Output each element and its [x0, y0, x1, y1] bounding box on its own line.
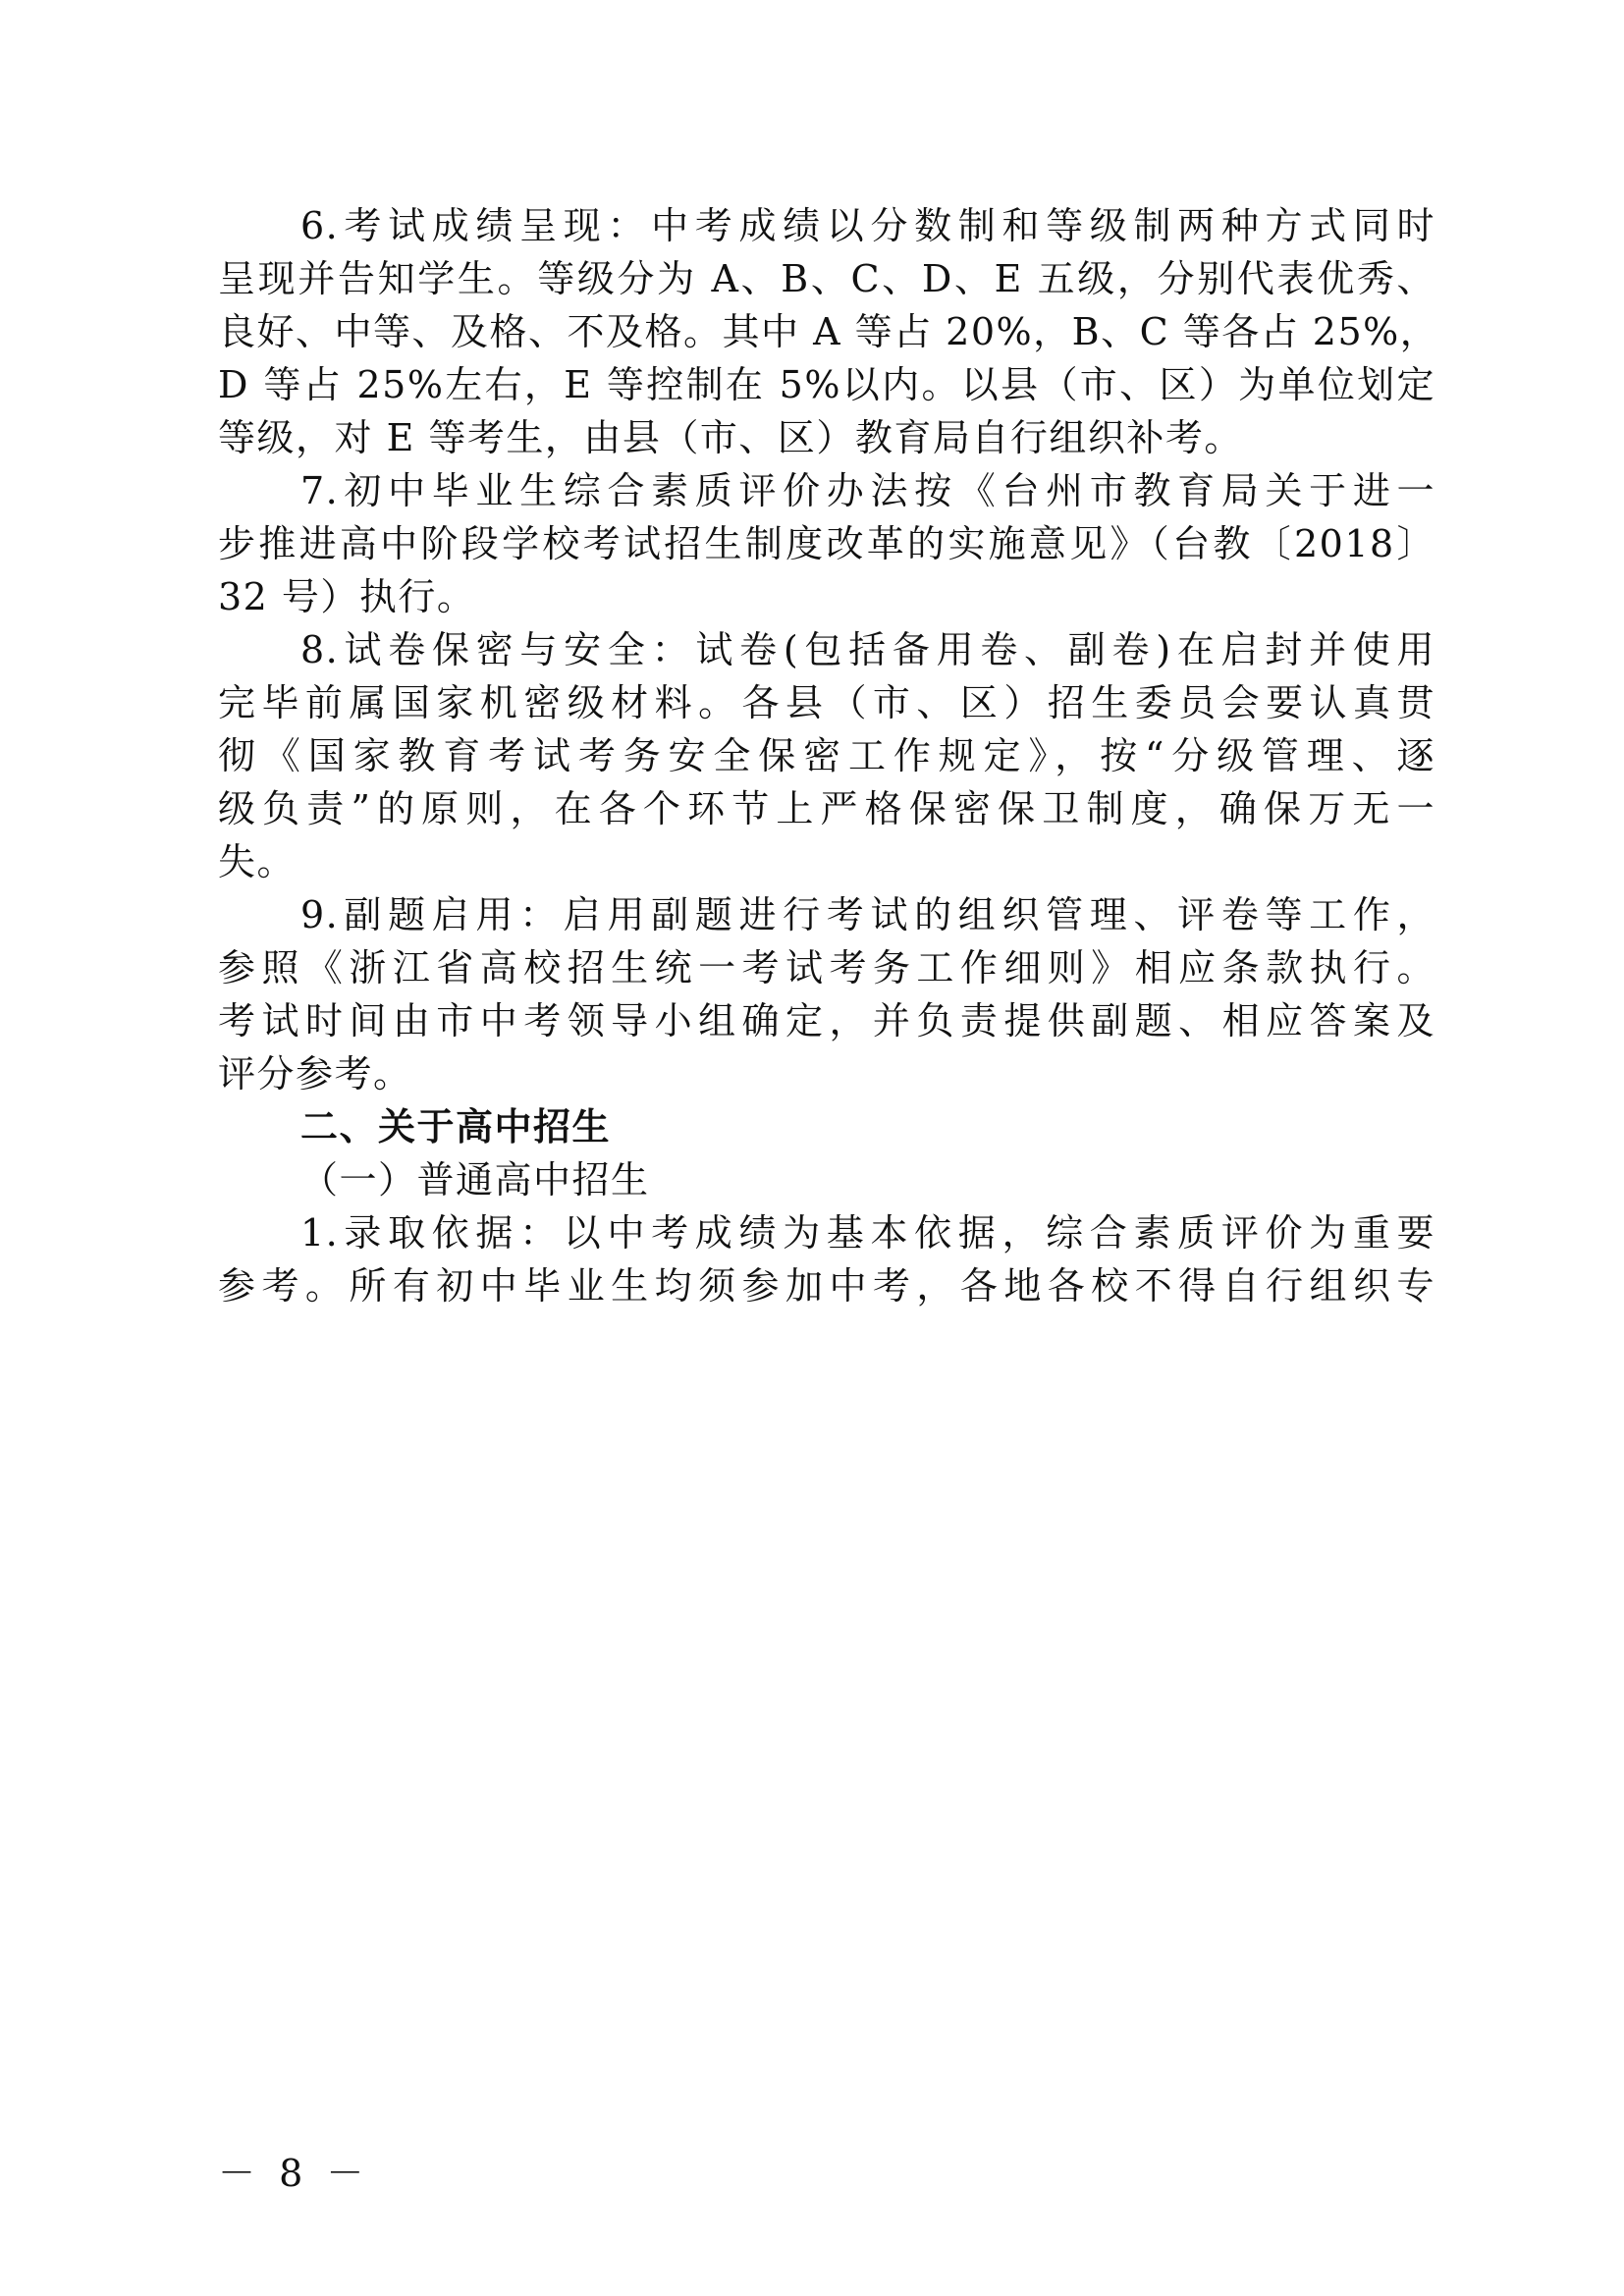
- paragraph-8-line-4: 级负责”的原则，在各个环节上严格保密保卫制度，确保万无一: [218, 787, 1435, 830]
- paragraph-8-line-5: 失。: [218, 840, 297, 883]
- paragraph-6-line-4: D 等占 25%左右，E 等控制在 5%以内。以县（市、区）为单位划定: [218, 363, 1435, 406]
- paragraph-9-line-1: 9.副题启用：启用副题进行考试的组织管理、评卷等工作，: [300, 893, 1435, 936]
- paragraph-6-line-1: 6.考试成绩呈现：中考成绩以分数制和等级制两种方式同时: [300, 204, 1435, 247]
- paragraph-1-line-2: 参考。所有初中毕业生均须参加中考，各地各校不得自行组织专: [218, 1264, 1435, 1308]
- subsection-heading: （一）普通高中招生: [300, 1158, 650, 1201]
- paragraph-7-line-3: 32 号）执行。: [218, 575, 476, 618]
- paragraph-8-line-1: 8.试卷保密与安全：试卷(包括备用卷、副卷)在启封并使用: [300, 628, 1435, 671]
- paragraph-7-line-2: 步推进高中阶段学校考试招生制度改革的实施意见》（台教〔2018〕: [218, 522, 1435, 565]
- paragraph-6-line-2: 呈现并告知学生。等级分为 A、B、C、D、E 五级，分别代表优秀、: [218, 257, 1435, 300]
- paragraph-6-line-5: 等级，对 E 等考生，由县（市、区）教育局自行组织补考。: [218, 416, 1243, 459]
- paragraph-8-line-2: 完毕前属国家机密级材料。各县（市、区）招生委员会要认真贯: [218, 681, 1435, 724]
- paragraph-9-line-3: 考试时间由市中考领导小组确定，并负责提供副题、相应答案及: [218, 999, 1435, 1042]
- paragraph-9-line-2: 参照《浙江省高校招生统一考试考务工作细则》相应条款执行。: [218, 946, 1435, 989]
- paragraph-6-line-3: 良好、中等、及格、不及格。其中 A 等占 20%，B、C 等各占 25%，: [218, 310, 1439, 353]
- section-heading: 二、关于高中招生: [300, 1105, 612, 1148]
- paragraph-8-line-3: 彻《国家教育考试考务安全保密工作规定》，按“分级管理、逐: [218, 734, 1435, 777]
- page-number: － 8 －: [218, 2152, 370, 2195]
- paragraph-9-line-4: 评分参考。: [218, 1052, 412, 1095]
- paragraph-1-line-1: 1.录取依据：以中考成绩为基本依据，综合素质评价为重要: [300, 1211, 1435, 1255]
- paragraph-7-line-1: 7.初中毕业生综合素质评价办法按《台州市教育局关于进一: [300, 469, 1435, 512]
